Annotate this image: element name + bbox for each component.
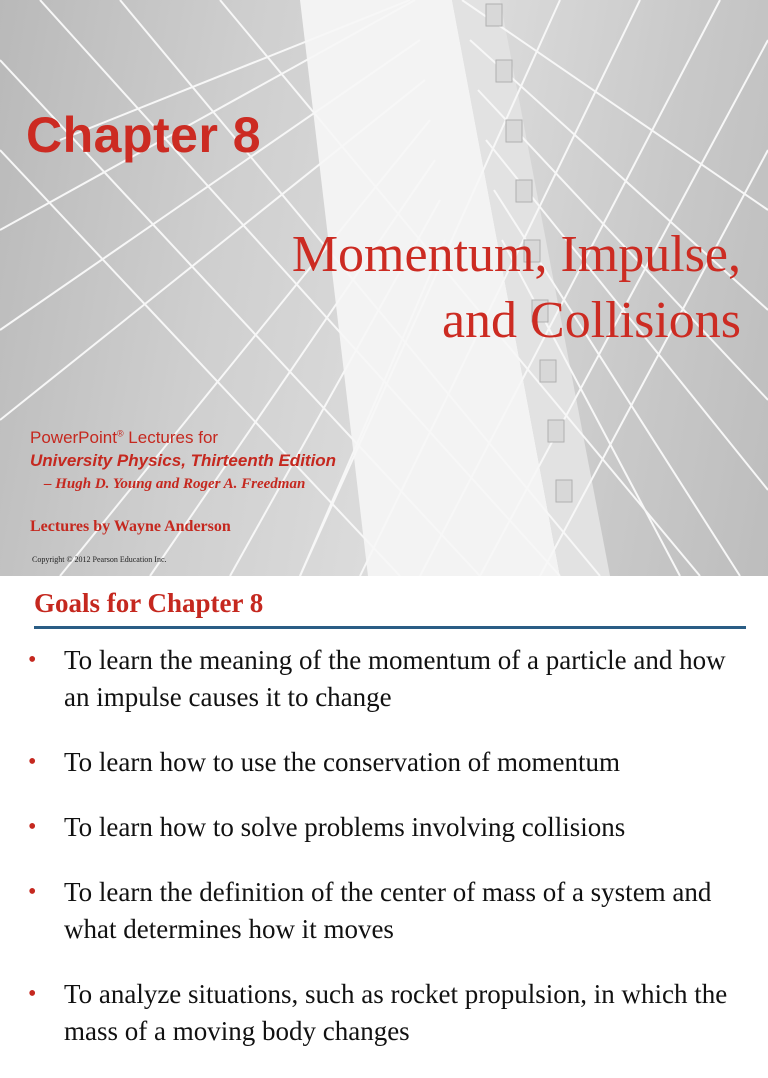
- goal-text: To learn how to use the conservation of momentum: [64, 747, 620, 777]
- powerpoint-suffix: Lectures for: [123, 428, 219, 447]
- goal-text: To learn the definition of the center of mass of a system and what determines how it moves: [64, 877, 712, 944]
- powerpoint-line: [30, 428, 218, 448]
- chapter-title: Chapter 8: [26, 107, 262, 163]
- goals-title: Goals for Chapter 8: [34, 588, 264, 618]
- goal-item-conservation: [0, 744, 768, 781]
- goal-text: To learn the meaning of the momentum of a particle and how an impulse causes it to change: [64, 645, 726, 712]
- goals-list: [0, 642, 768, 1078]
- bullet-icon: •: [28, 981, 37, 1007]
- chapter-subtitle: [292, 222, 741, 354]
- goal-item-momentum-impulse: [0, 642, 768, 716]
- goals-slide: [0, 576, 768, 1046]
- powerpoint-prefix: PowerPoint: [30, 428, 117, 447]
- bullet-icon: •: [28, 814, 37, 840]
- lecturer-credit: Lectures by Wayne Anderson: [30, 518, 231, 535]
- subtitle-line-2: and Collisions: [441, 292, 741, 349]
- goal-text: To analyze situations, such as rocket propulsion, in which the mass of a moving body changes: [64, 979, 728, 1046]
- goal-item-center-of-mass: [0, 874, 768, 948]
- goal-item-collisions: [0, 809, 768, 846]
- book-title: University Physics, Thirteenth Edition: [30, 451, 337, 470]
- bullet-icon: •: [28, 749, 37, 775]
- title-rule: [34, 626, 746, 629]
- registered-mark: ®: [116, 428, 124, 439]
- goal-item-rocket-propulsion: [0, 976, 768, 1050]
- book-authors: – Hugh D. Young and Roger A. Freedman: [44, 476, 306, 492]
- subtitle-line-1: Momentum, Impulse,: [291, 226, 741, 283]
- copyright-notice: Copyright © 2012 Pearson Education Inc.: [32, 555, 167, 564]
- goal-text: To learn how to solve problems involving collisions: [64, 812, 626, 842]
- bullet-icon: •: [28, 879, 37, 905]
- bullet-icon: •: [28, 647, 37, 673]
